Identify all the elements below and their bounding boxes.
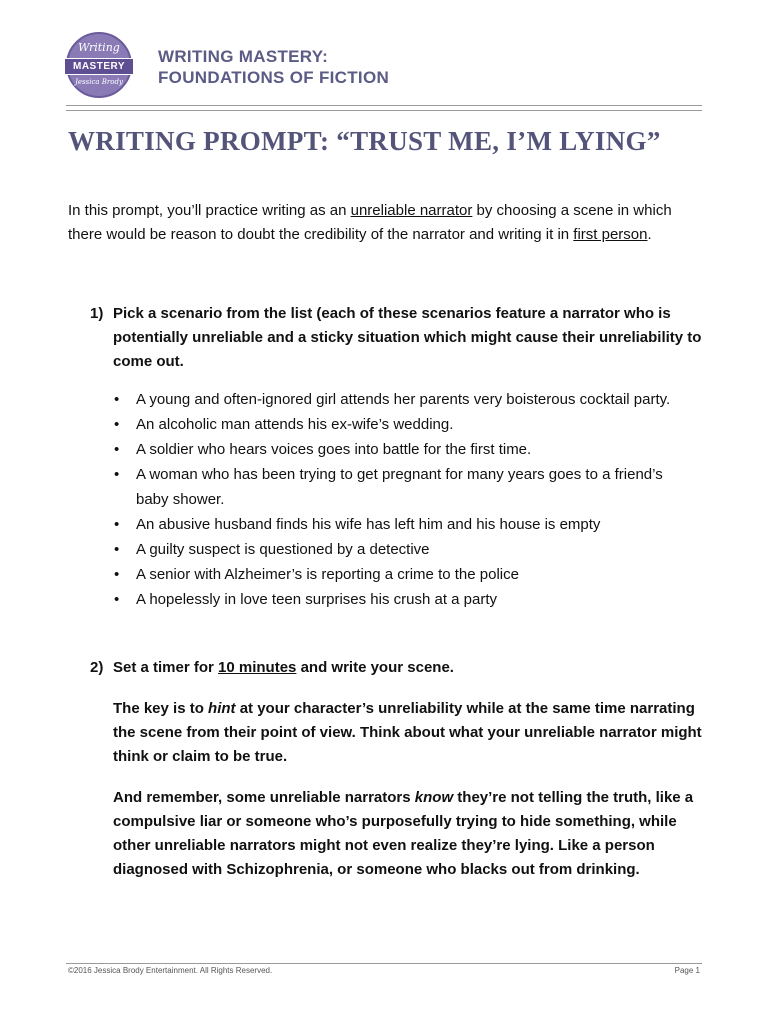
page-number: Page 1 — [674, 966, 700, 975]
list-item: • A senior with Alzheimer’s is reporting a crime to the police — [112, 563, 692, 588]
logo-script-top: Writing — [78, 41, 120, 54]
first-person-link: first person — [573, 226, 648, 243]
remember-text-1: And remember, some unreliable narrators — [113, 789, 415, 806]
know-emphasis: know — [414, 789, 454, 806]
step-1 — [90, 302, 710, 374]
step-2 — [90, 656, 710, 680]
step-2-text — [113, 656, 710, 680]
course-title — [158, 46, 389, 88]
list-item: • A hopelessly in love teen surprises his crush at a party — [112, 588, 692, 613]
list-item: • An abusive husband finds his wife has left him and his house is empty — [112, 513, 692, 538]
list-item: • An alcoholic man attends his ex-wife’s wedding. — [112, 413, 692, 438]
intro-text-1: In this prompt, you’ll practice writing as an — [68, 202, 351, 219]
hint-paragraph — [113, 697, 713, 769]
list-item: • A young and often-ignored girl attends her parents very boisterous cocktail party. — [112, 388, 692, 413]
scenario-list — [112, 388, 692, 613]
remember-paragraph — [113, 786, 713, 882]
intro-paragraph — [68, 199, 708, 247]
intro-text-2: by choosing a scene in which there would be reason to doubt the credibility of the narrator and writing it in — [68, 202, 672, 243]
logo-author: Jessica Brody — [75, 78, 123, 86]
hint-text-2: at your character’s unreliability while at the same time narrating the scene from their point of view. Think about what your unreliable narrator might think or claim to be true. — [113, 700, 702, 765]
list-item: • A woman who has been trying to get pregnant for many years goes to a friend’s baby shower. — [112, 463, 692, 512]
step-2-number: 2) — [90, 659, 104, 676]
prompt-title: WRITING PROMPT: “TRUST ME, I’M LYING” — [68, 126, 661, 156]
hint-text-1: The key is to — [113, 700, 209, 717]
course-title-line2: FOUNDATIONS OF FICTION — [158, 68, 390, 87]
intro-text-3: . — [647, 226, 652, 243]
copyright-text: ©2016 Jessica Brody Entertainment. All Rights Reserved. — [68, 966, 273, 975]
list-item: • A soldier who hears voices goes into battle for the first time. — [112, 438, 692, 463]
step-1-number: 1) — [90, 305, 104, 322]
writing-mastery-logo — [66, 32, 132, 98]
step-2-text-2: and write your scene. — [296, 659, 454, 676]
step-1-text: Pick a scenario from the list (each of these scenarios feature a narrator who is potentially unreliable and a sticky situation which might cause their unreliability to come out. — [113, 305, 702, 370]
header-divider — [66, 105, 702, 106]
header-divider-2 — [66, 110, 702, 111]
step-2-text-1: Set a timer for — [113, 659, 219, 676]
timer-duration: 10 minutes — [218, 659, 297, 676]
unreliable-narrator-link: unreliable narrator — [350, 202, 473, 219]
footer-divider — [66, 963, 702, 964]
remember-text-2: they’re not telling the truth, like a compulsive liar or someone who’s purposefully trying to hide something, while other unreliable narrators might not even realize they’re lying. Like a person diagnosed with Schizophrenia, or someone who blacks out from drinking. — [113, 789, 694, 878]
list-item: • A guilty suspect is questioned by a detective — [112, 538, 692, 563]
course-title-line1: WRITING MASTERY: — [158, 47, 329, 66]
logo-band: MASTERY — [64, 58, 134, 75]
hint-emphasis: hint — [208, 700, 236, 717]
